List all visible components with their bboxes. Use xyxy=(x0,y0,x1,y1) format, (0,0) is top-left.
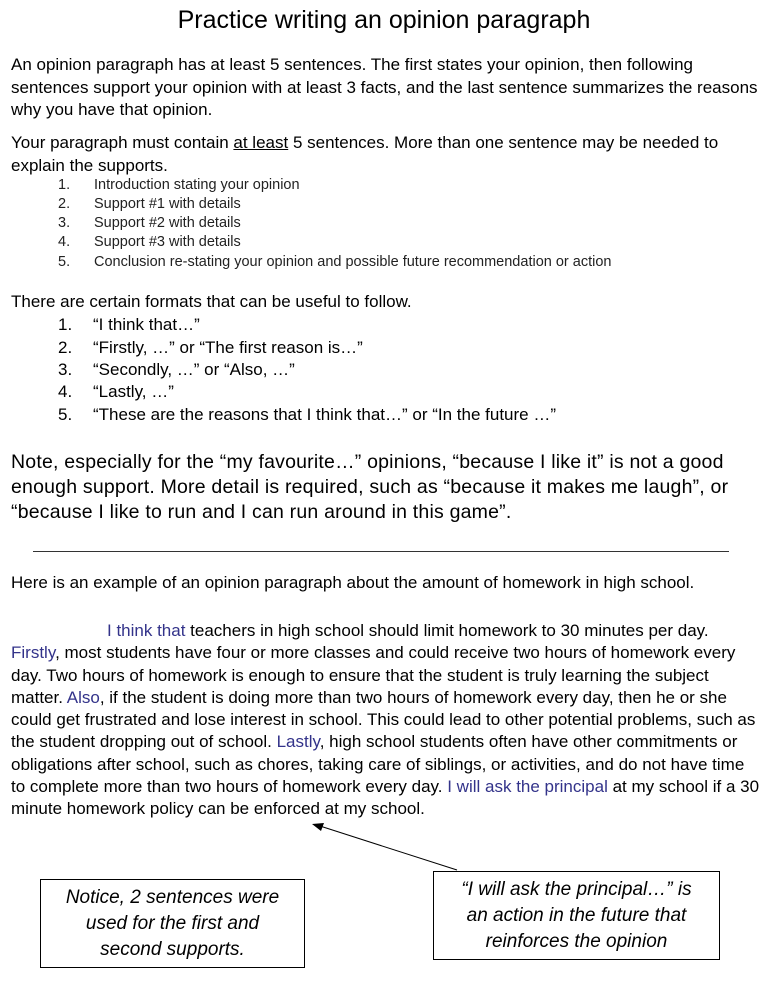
paragraph-text: , high school students often have other commitments or obligations after school, such as chores, taking care of siblings, or activities, and do not have time to complete more than two hours of homework every day. xyxy=(11,732,745,797)
paragraph-text: at my school if a 30 minute homework policy can be enforced at my school. xyxy=(11,777,760,819)
paragraph-text: , most students have four or more classes and could receive two hours of homework every day. Two hours of homework is enough to ensure that the student is truly learning the subject matter. xyxy=(11,643,736,707)
arrow-line xyxy=(320,826,457,870)
callout-line: second supports. xyxy=(100,938,245,960)
callout-line: used for the first and xyxy=(85,912,260,934)
paragraph-text: , if the student is doing more than two hours of homework every day, then he or she could get frustrated and lose interest in school. This could lead to other potential problems, such as the student dropping out of school. xyxy=(11,687,756,752)
formats-intro: There are certain formats that can be useful to follow. xyxy=(11,292,412,311)
list-number: 3. xyxy=(58,215,71,231)
callout-line: “I will ask the principal…” is xyxy=(461,878,692,900)
highlight-phrase: I think that xyxy=(107,621,186,640)
intro-paragraph: An opinion paragraph has at least 5 sentences. The first states your opinion, then following sentences support your opinion with at least 3 facts, and the last sentence summarizes the reasons why you have that opinion. xyxy=(11,55,758,119)
highlight-phrase: Lastly xyxy=(276,732,320,752)
requirement-underlined: at least xyxy=(233,133,289,152)
list-number: 1. xyxy=(58,177,71,193)
list-text: Support #1 with details xyxy=(94,196,241,212)
callout-line: Notice, 2 sentences were xyxy=(65,886,280,908)
highlight-phrase: Also xyxy=(66,687,100,707)
list-number: 5. xyxy=(58,254,71,270)
callout-line: reinforces the opinion xyxy=(485,930,668,952)
list-text: Introduction stating your opinion xyxy=(94,177,300,193)
list-number: 2. xyxy=(58,196,71,212)
list-text: “I think that…” xyxy=(93,315,200,334)
list-text: Conclusion re-stating your opinion and possible future recommendation or action xyxy=(94,254,612,270)
note-paragraph: Note, especially for the “my favourite…” opinions, “because I like it” is not a good enough support. More detail is required, such as “because it makes me laugh”, or “because I like to run and I can run around in this game”. xyxy=(11,451,729,523)
highlight-phrase: I will ask the principal xyxy=(447,777,608,797)
paragraph-text: teachers in high school should limit homework to 30 minutes per day. xyxy=(185,621,709,640)
example-intro: Here is an example of an opinion paragraph about the amount of homework in high school. xyxy=(11,573,695,592)
arrow-head xyxy=(312,823,324,831)
requirement-text-after: 5 sentences. More than one sentence may be needed to explain the supports. xyxy=(11,133,719,175)
list-text: “Lastly, …” xyxy=(93,382,174,401)
callout-box-right xyxy=(433,871,720,960)
list-text: “These are the reasons that I think that…” or “In the future …” xyxy=(93,405,556,424)
list-number: 1. xyxy=(58,315,73,334)
list-number: 5. xyxy=(58,405,73,424)
callout-box-left xyxy=(40,879,305,968)
list-number: 4. xyxy=(58,234,71,250)
list-number: 3. xyxy=(58,360,73,379)
highlight-phrase: Firstly xyxy=(11,643,56,663)
list-number: 2. xyxy=(58,338,73,357)
list-number: 4. xyxy=(58,382,73,401)
list-text: “Firstly, …” or “The first reason is…” xyxy=(93,338,363,357)
callout-line: an action in the future that xyxy=(466,904,687,926)
list-text: Support #2 with details xyxy=(94,215,241,231)
list-text: “Secondly, …” or “Also, …” xyxy=(93,360,295,379)
list-text: Support #3 with details xyxy=(94,234,241,250)
requirement-text-before: Your paragraph must contain xyxy=(11,133,234,152)
page-title: Practice writing an opinion paragraph xyxy=(177,6,591,34)
